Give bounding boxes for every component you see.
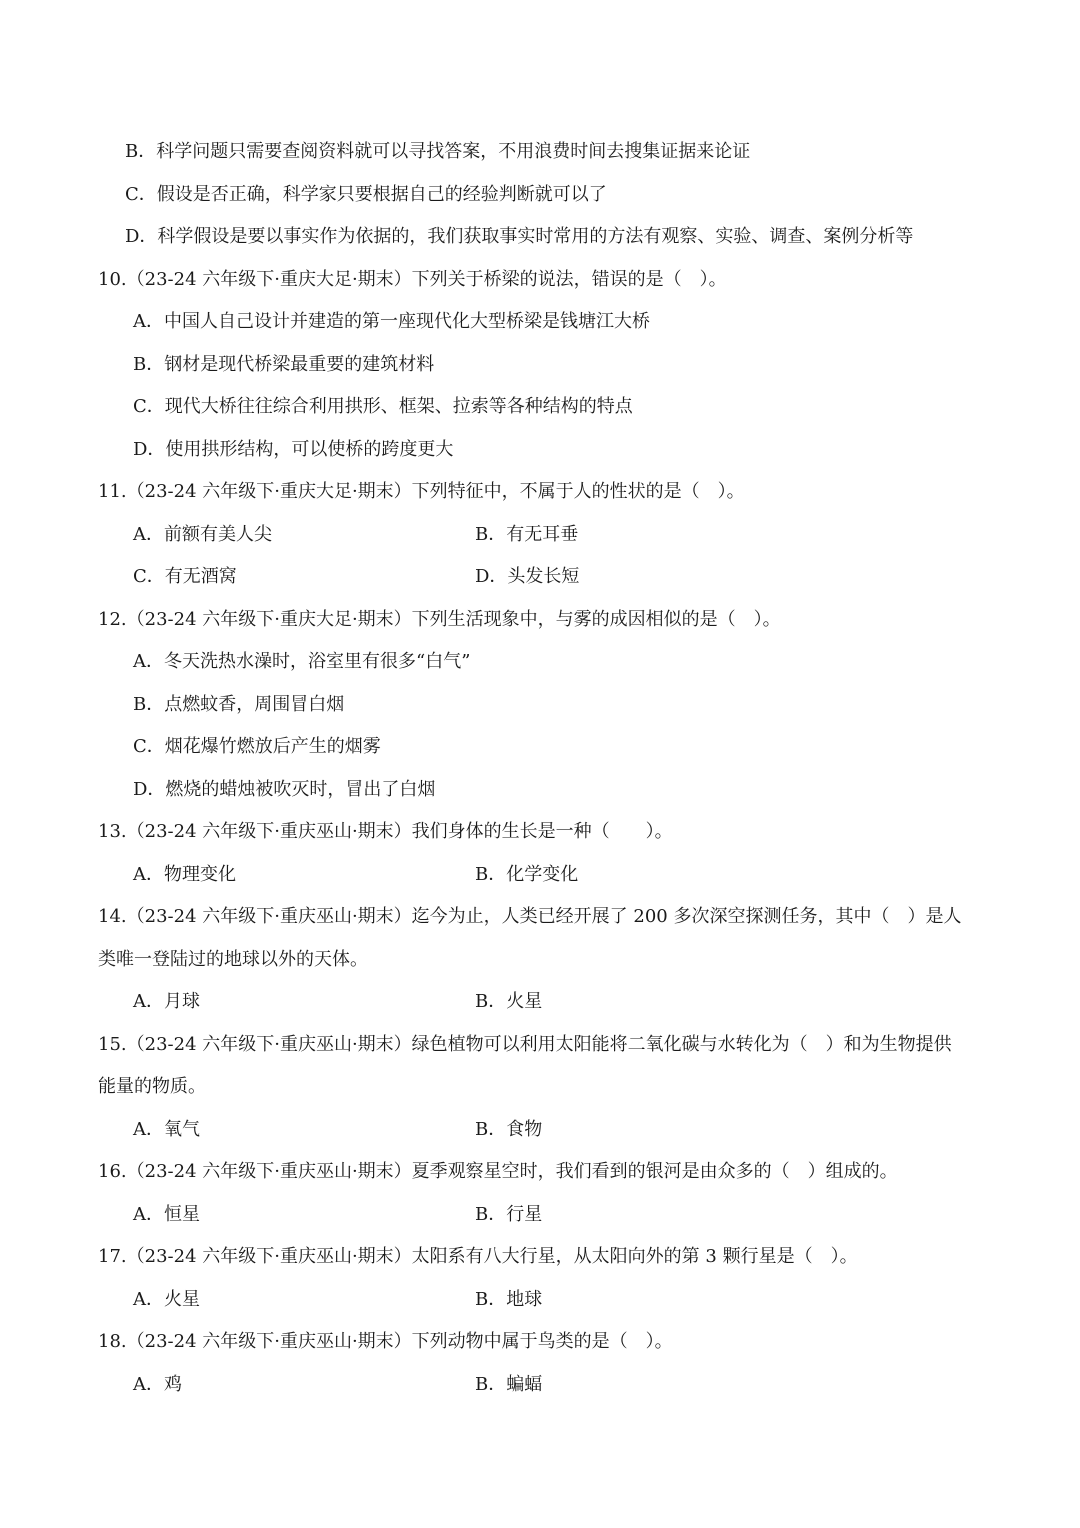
q12-stem: 12.（23-24 六年级下·重庆大足·期末）下列生活现象中，与雾的成因相似的是（ ）。 — [98, 609, 781, 630]
q16-option-a: A．恒星 — [133, 1204, 200, 1225]
q11-option-d: D．头发长短 — [475, 566, 580, 587]
q17-option-a: A．火星 — [133, 1289, 200, 1310]
q9-option-d: D．科学假设是要以事实作为依据的，我们获取事实时常用的方法有观察、实验、调查、案例分析等 — [125, 226, 914, 247]
q15-option-b: B．食物 — [475, 1119, 543, 1140]
q11-option-a: A．前额有美人尖 — [133, 524, 272, 545]
q14-option-a: A．月球 — [133, 991, 200, 1012]
q11-stem: 11.（23-24 六年级下·重庆大足·期末）下列特征中，不属于人的性状的是（ ）。 — [98, 481, 745, 502]
q16-option-b: B．行星 — [475, 1204, 543, 1225]
q10-option-d: D．使用拱形结构，可以使桥的跨度更大 — [133, 439, 454, 460]
q10-option-c: C．现代大桥往往综合利用拱形、框架、拉索等各种结构的特点 — [133, 396, 633, 417]
q14-option-b: B．火星 — [475, 991, 543, 1012]
q17-option-b: B．地球 — [475, 1289, 543, 1310]
q12-option-b: B．点燃蚊香，周围冒白烟 — [133, 694, 345, 715]
q15-stem-line1: 15.（23-24 六年级下·重庆巫山·期末）绿色植物可以利用太阳能将二氧化碳与水转化为（ ）和为生物提供 — [98, 1034, 952, 1055]
q16-stem: 16.（23-24 六年级下·重庆巫山·期末）夏季观察星空时，我们看到的银河是由众多的（ ）组成的。 — [98, 1161, 898, 1182]
q10-option-b: B．钢材是现代桥梁最重要的建筑材料 — [133, 354, 435, 375]
q11-option-b: B．有无耳垂 — [475, 524, 579, 545]
q10-stem: 10.（23-24 六年级下·重庆大足·期末）下列关于桥梁的说法，错误的是（ ）。 — [98, 269, 727, 290]
q13-option-b: B．化学变化 — [475, 864, 579, 885]
q13-stem: 13.（23-24 六年级下·重庆巫山·期末）我们身体的生长是一种（ ）。 — [98, 821, 673, 842]
q18-option-a: A．鸡 — [133, 1374, 182, 1395]
q9-option-b: B．科学问题只需要查阅资料就可以寻找答案，不用浪费时间去搜集证据来论证 — [125, 141, 751, 162]
q10-option-a: A．中国人自己设计并建造的第一座现代化大型桥梁是钱塘江大桥 — [133, 311, 650, 332]
q14-stem-line1: 14.（23-24 六年级下·重庆巫山·期末）迄今为止，人类已经开展了 200 多次深空探测任务，其中（ ）是人 — [98, 906, 962, 927]
q9-option-c: C．假设是否正确，科学家只要根据自己的经验判断就可以了 — [125, 184, 607, 205]
q13-option-a: A．物理变化 — [133, 864, 236, 885]
q18-option-b: B．蝙蝠 — [475, 1374, 543, 1395]
q14-stem-line2: 类唯一登陆过的地球以外的天体。 — [98, 949, 368, 970]
q15-option-a: A．氧气 — [133, 1119, 200, 1140]
q17-stem: 17.（23-24 六年级下·重庆巫山·期末）太阳系有八大行星，从太阳向外的第 3 颗行星是（ ）。 — [98, 1246, 858, 1267]
q12-option-a: A．冬天洗热水澡时，浴室里有很多“白气” — [133, 651, 471, 672]
q18-stem: 18.（23-24 六年级下·重庆巫山·期末）下列动物中属于鸟类的是（ ）。 — [98, 1331, 673, 1352]
q11-option-c: C．有无酒窝 — [133, 566, 237, 587]
q15-stem-line2: 能量的物质。 — [98, 1076, 206, 1097]
q12-option-d: D．燃烧的蜡烛被吹灭时，冒出了白烟 — [133, 779, 436, 800]
q12-option-c: C．烟花爆竹燃放后产生的烟雾 — [133, 736, 381, 757]
